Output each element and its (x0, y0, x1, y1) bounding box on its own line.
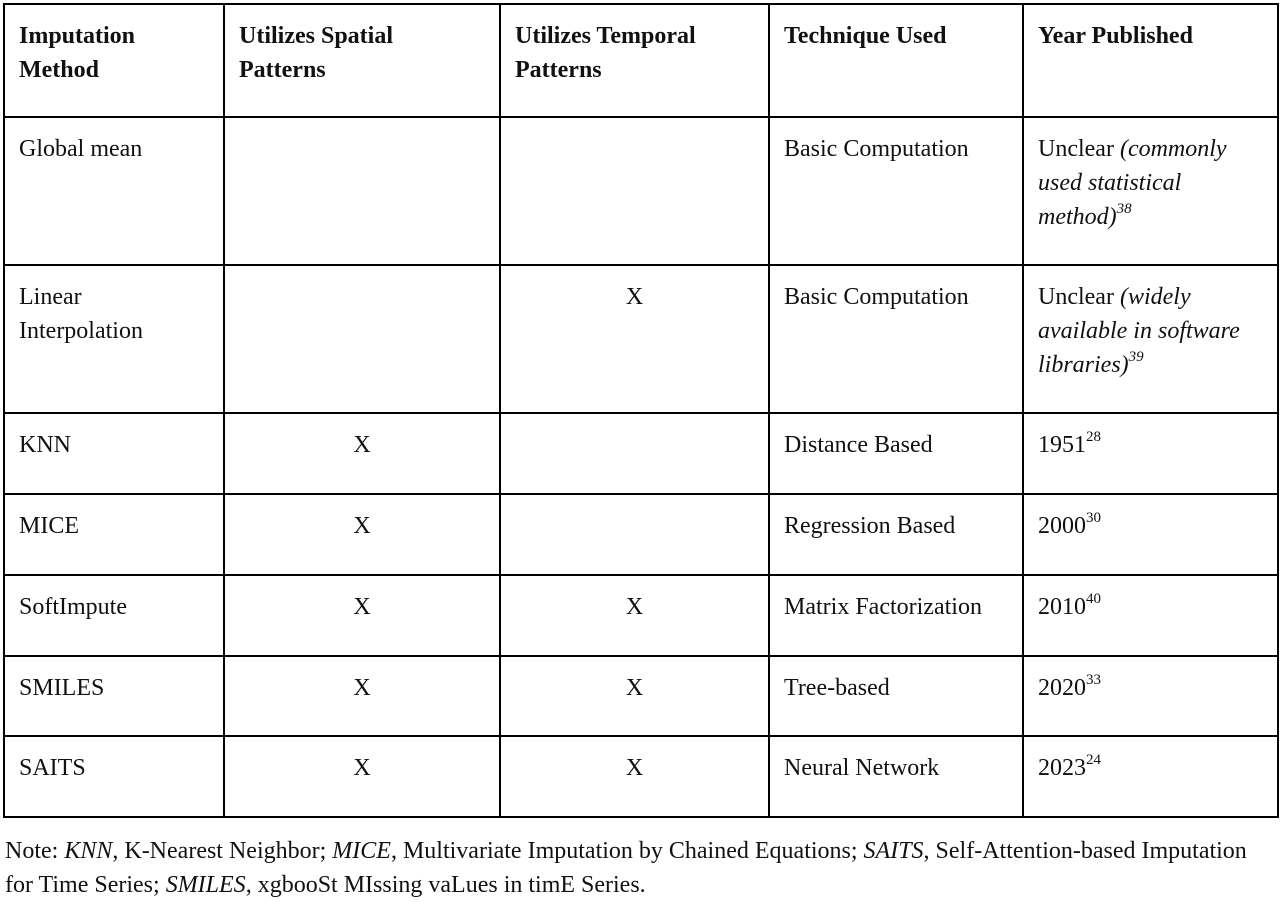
cell-method: SMILES (4, 656, 224, 736)
footnote-abbreviation: KNN (64, 838, 113, 864)
year-value: 2020 (1038, 675, 1086, 701)
footnote-abbreviation: MICE (332, 838, 391, 864)
cell-temporal (500, 117, 769, 265)
table-row (4, 494, 1278, 575)
reference-superscript: 38 (1116, 201, 1132, 217)
cell-year (1023, 656, 1278, 736)
table-row (4, 736, 1278, 817)
header-imputation-method: Imputation Method (4, 4, 224, 117)
year-value: 1951 (1038, 432, 1086, 458)
cell-technique: Neural Network (769, 736, 1023, 817)
cell-method: MICE (4, 494, 224, 575)
imputation-methods-table (3, 3, 1279, 818)
cell-temporal (500, 413, 769, 494)
footnote-prefix: Note: (5, 838, 65, 864)
cell-spatial: X (224, 413, 500, 494)
cell-technique: Basic Computation (769, 117, 1023, 265)
cell-year (1023, 413, 1278, 494)
cell-technique: Distance Based (769, 413, 1023, 494)
table-row (4, 575, 1278, 656)
cell-technique: Matrix Factorization (769, 575, 1023, 656)
table-row (4, 656, 1278, 736)
table-row (4, 413, 1278, 494)
header-technique-used: Technique Used (769, 4, 1023, 117)
cell-temporal: X (500, 575, 769, 656)
cell-temporal: X (500, 656, 769, 736)
footnote-definition: , xgbooSt MIssing vaLues in timE Series. (245, 872, 646, 898)
cell-spatial (224, 265, 500, 413)
reference-superscript: 40 (1086, 591, 1101, 607)
cell-spatial: X (224, 736, 500, 817)
cell-year (1023, 736, 1278, 817)
cell-spatial (224, 117, 500, 265)
year-note: (widely available in software libraries) (1038, 284, 1240, 378)
cell-temporal (500, 494, 769, 575)
year-value: Unclear (1038, 284, 1114, 310)
footnote-abbreviation: SMILES (165, 872, 246, 898)
header-temporal-patterns: Utilizes Temporal Patterns (500, 4, 769, 117)
cell-spatial: X (224, 494, 500, 575)
cell-spatial: X (224, 656, 500, 736)
cell-technique: Tree-based (769, 656, 1023, 736)
footnote-definition: , K-Nearest Neighbor; (112, 838, 333, 864)
cell-technique: Basic Computation (769, 265, 1023, 413)
year-value: 2000 (1038, 513, 1086, 539)
reference-superscript: 28 (1086, 429, 1101, 445)
cell-temporal: X (500, 265, 769, 413)
header-year-published: Year Published (1023, 4, 1278, 117)
table-row (4, 117, 1278, 265)
cell-method: SoftImpute (4, 575, 224, 656)
year-value: 2010 (1038, 594, 1086, 620)
cell-year (1023, 575, 1278, 656)
cell-technique: Regression Based (769, 494, 1023, 575)
year-value: 2023 (1038, 755, 1086, 781)
cell-temporal: X (500, 736, 769, 817)
header-spatial-patterns: Utilizes Spatial Patterns (224, 4, 500, 117)
cell-year (1023, 117, 1278, 265)
reference-superscript: 24 (1086, 752, 1101, 768)
year-note: (commonly used statistical method) (1038, 136, 1227, 230)
footnote-abbreviation: SAITS (863, 838, 924, 864)
cell-method: KNN (4, 413, 224, 494)
cell-year (1023, 494, 1278, 575)
footnote-definition: , Self-Attention-based Imputation for Time Series; (5, 838, 1247, 898)
reference-superscript: 33 (1086, 672, 1101, 688)
footnote-definition: , Multivariate Imputation by Chained Equations; (390, 838, 864, 864)
cell-spatial: X (224, 575, 500, 656)
year-value: Unclear (1038, 136, 1114, 162)
table-header-row (4, 4, 1278, 117)
table-row (4, 265, 1278, 413)
reference-superscript: 39 (1128, 349, 1144, 365)
cell-method: Global mean (4, 117, 224, 265)
reference-superscript: 30 (1086, 510, 1101, 526)
cell-year (1023, 265, 1278, 413)
cell-method: Linear Interpolation (4, 265, 224, 413)
cell-method: SAITS (4, 736, 224, 817)
table-footnote (5, 834, 1275, 902)
